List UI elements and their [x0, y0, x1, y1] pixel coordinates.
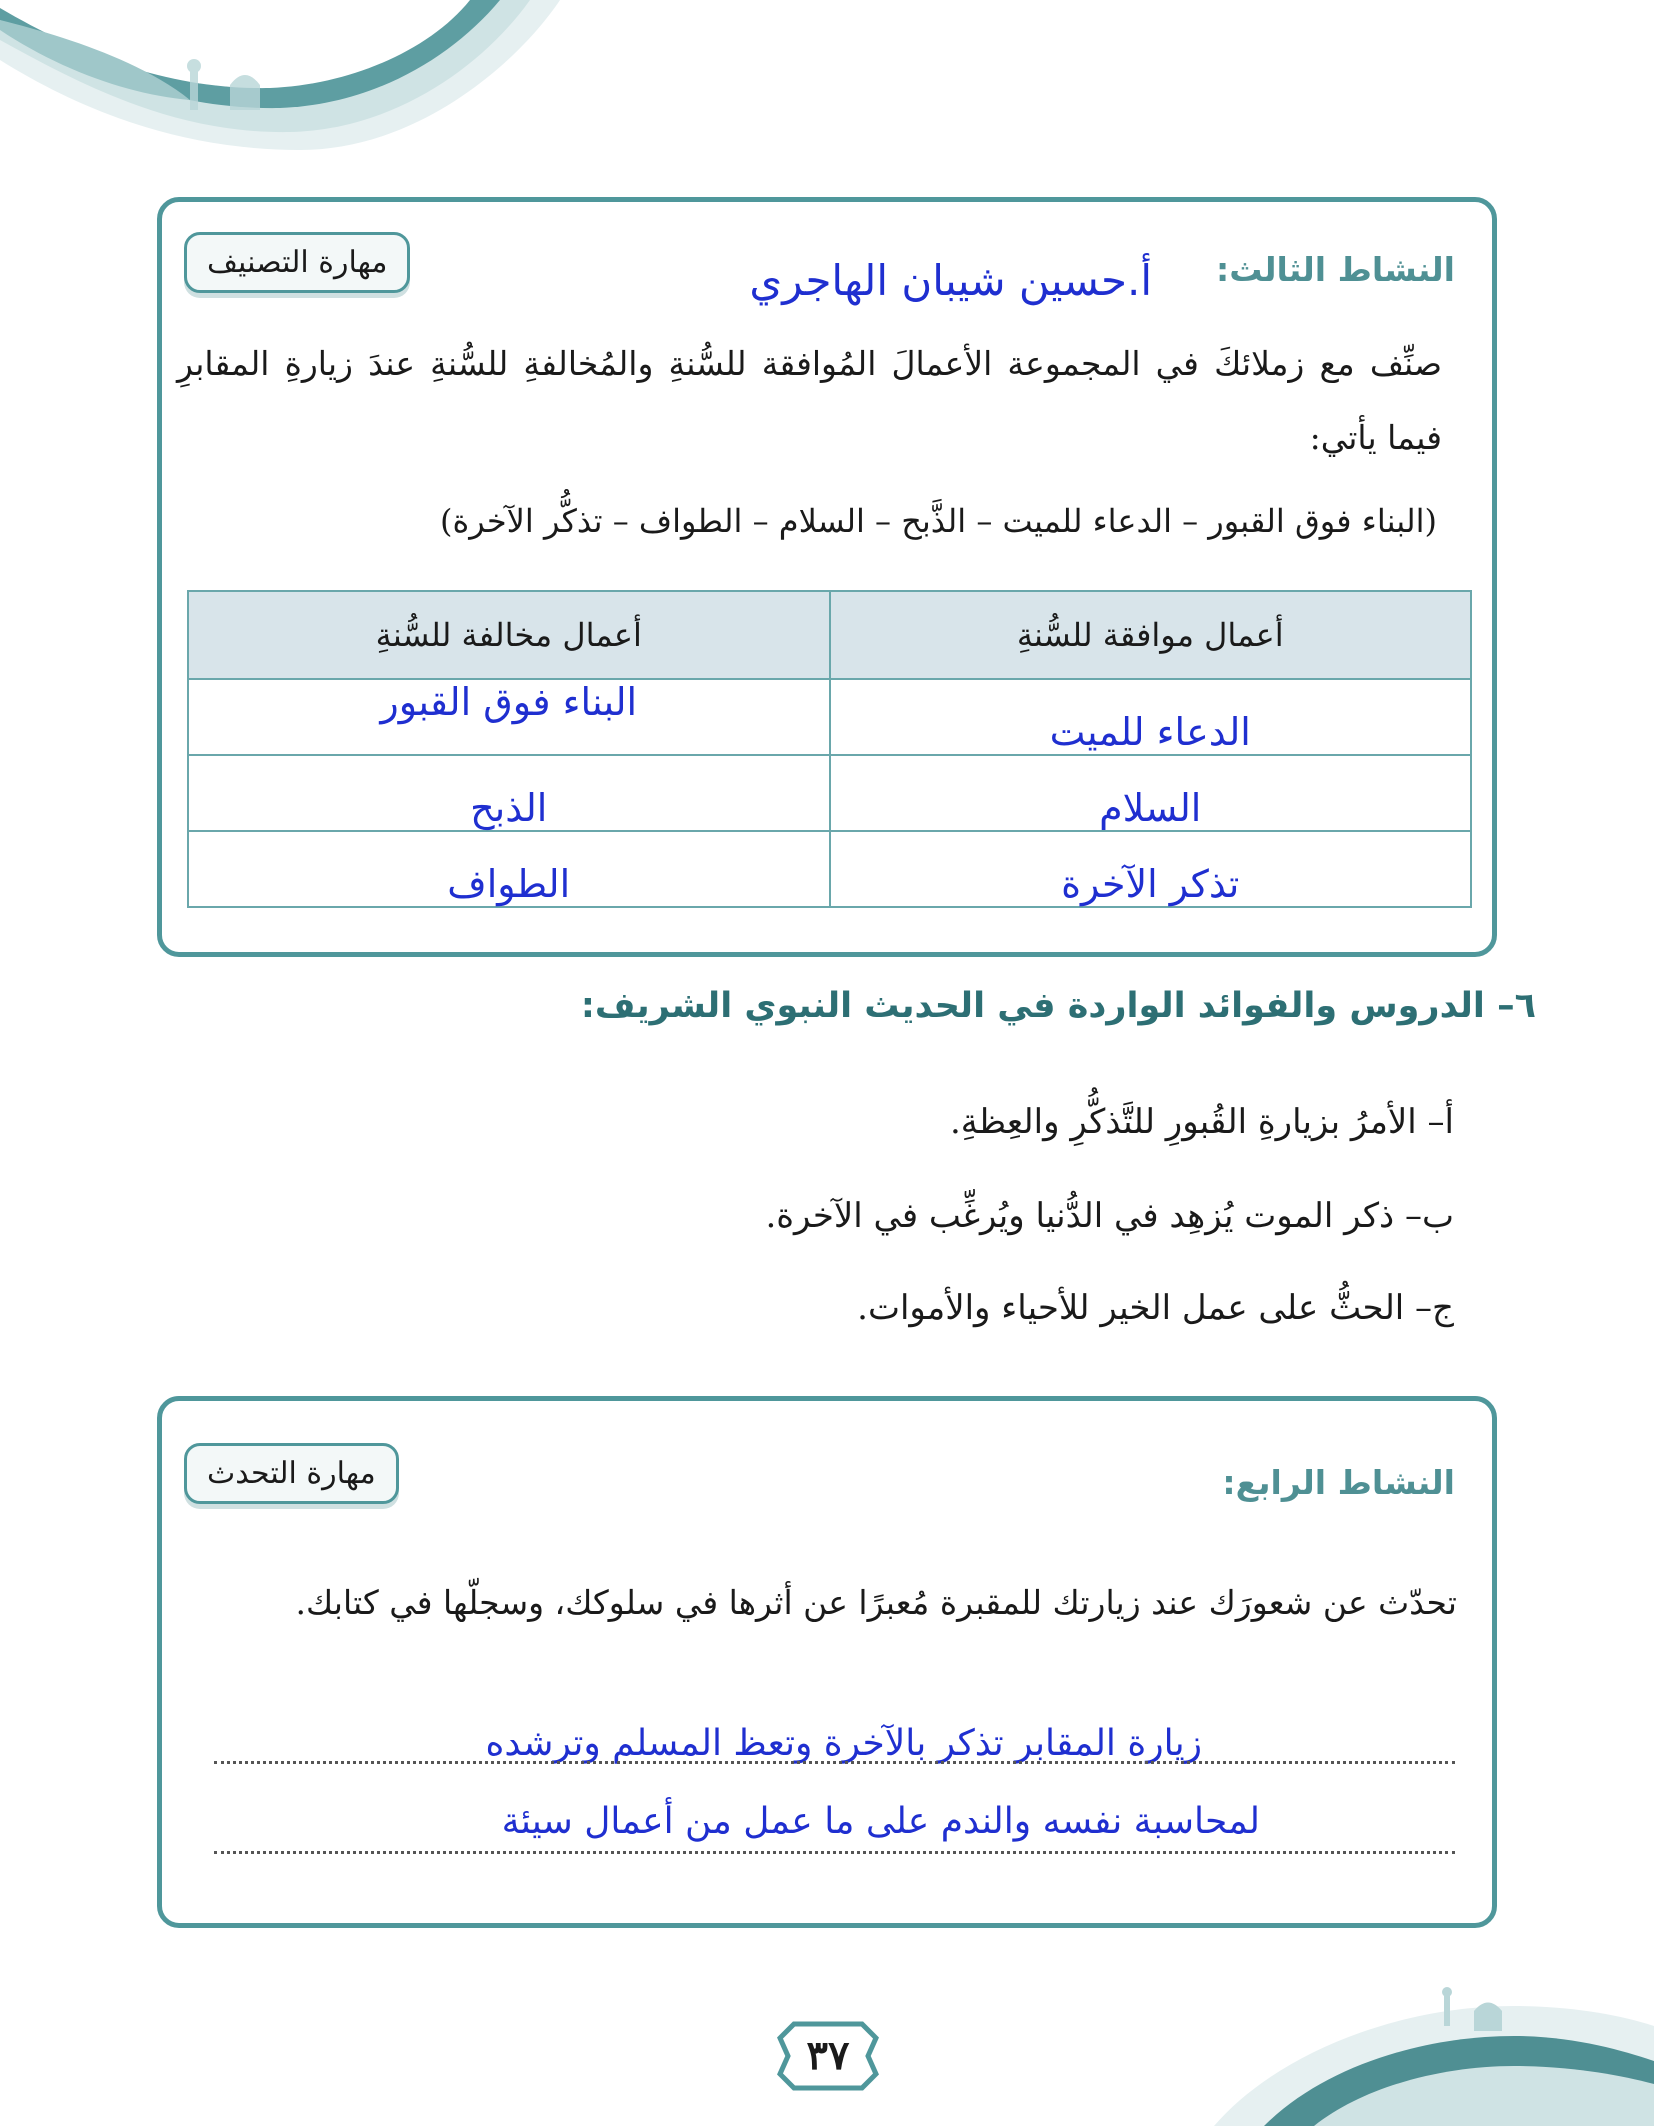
activity-4-instruction: تحدّث عن شعورَك عند زيارتك للمقبرة مُعبرًا عن أثرها في سلوكك، وسجلّها في كتابك. [295, 1583, 1457, 1622]
classification-table [187, 590, 1472, 908]
page-number-badge [776, 2020, 880, 2092]
activity-3-instruction: صنِّف مع زملائكَ في المجموعة الأعمالَ المُوافقة للسُّنةِ والمُخالفةِ للسُّنةِ عندَ زيارةِ المقابرِ فيما يأتي: [177, 344, 1442, 457]
table-cell[interactable]: تذكر الآخرة [830, 831, 1472, 907]
corner-decoration-bottom [1174, 1966, 1654, 2126]
answer-line-1-text[interactable]: زيارة المقابر تذكر بالآخرة وتعظ المسلم وترشده [485, 1723, 1202, 1764]
header-sunnah-actions: أعمال موافقة للسُّنةِ [830, 591, 1472, 679]
table-row [188, 755, 1471, 831]
answer-line-2 [214, 1851, 1455, 1854]
corner-decoration-top [0, 0, 560, 170]
activity-3-box [157, 197, 1497, 957]
page-number: ٣٧ [806, 2032, 850, 2079]
activity-4-box [157, 1396, 1497, 1928]
answer-line-1 [214, 1761, 1455, 1764]
items-to-classify: (البناء فوق القبور – الدعاء للميت – الذَّبح – السلام – الطواف – تذكُّر الآخرة) [439, 502, 1437, 540]
table-cell[interactable]: الدعاء للميت [830, 679, 1472, 755]
table-cell[interactable]: البناء فوق القبور [188, 679, 830, 755]
lesson-item: ج– الحثُّ على عمل الخير للأحياء والأموات. [857, 1288, 1454, 1328]
table-cell[interactable]: السلام [830, 755, 1472, 831]
table-cell[interactable]: الطواف [188, 831, 830, 907]
activity-3-title: النشاط الثالث: [1216, 250, 1455, 289]
activity-4-title: النشاط الرابع: [1222, 1463, 1455, 1502]
classification-skill-badge: مهارة التصنيف [184, 232, 410, 293]
table-row [188, 679, 1471, 755]
answer-line-2-text[interactable]: لمحاسبة نفسه والندم على ما عمل من أعمال سيئة [501, 1801, 1260, 1842]
table-cell[interactable]: الذبح [188, 755, 830, 831]
lesson-item: أ– الأمرُ بزيارةِ القُبورِ للتَّذكُّرِ والعِظةِ. [949, 1102, 1454, 1142]
table-header-row [188, 591, 1471, 679]
table-row [188, 831, 1471, 907]
speaking-skill-badge: مهارة التحدث [184, 1443, 399, 1504]
section-6-heading: ٦– الدروس والفوائد الواردة في الحديث النبوي الشريف: [580, 986, 1536, 1026]
teacher-name: أ.حسين شيبان الهاجري [749, 256, 1152, 305]
lesson-item: ب– ذكر الموت يُزهِد في الدُّنيا ويُرغِّب في الآخرة. [765, 1196, 1454, 1236]
header-contrary-actions: أعمال مخالفة للسُّنةِ [188, 591, 830, 679]
